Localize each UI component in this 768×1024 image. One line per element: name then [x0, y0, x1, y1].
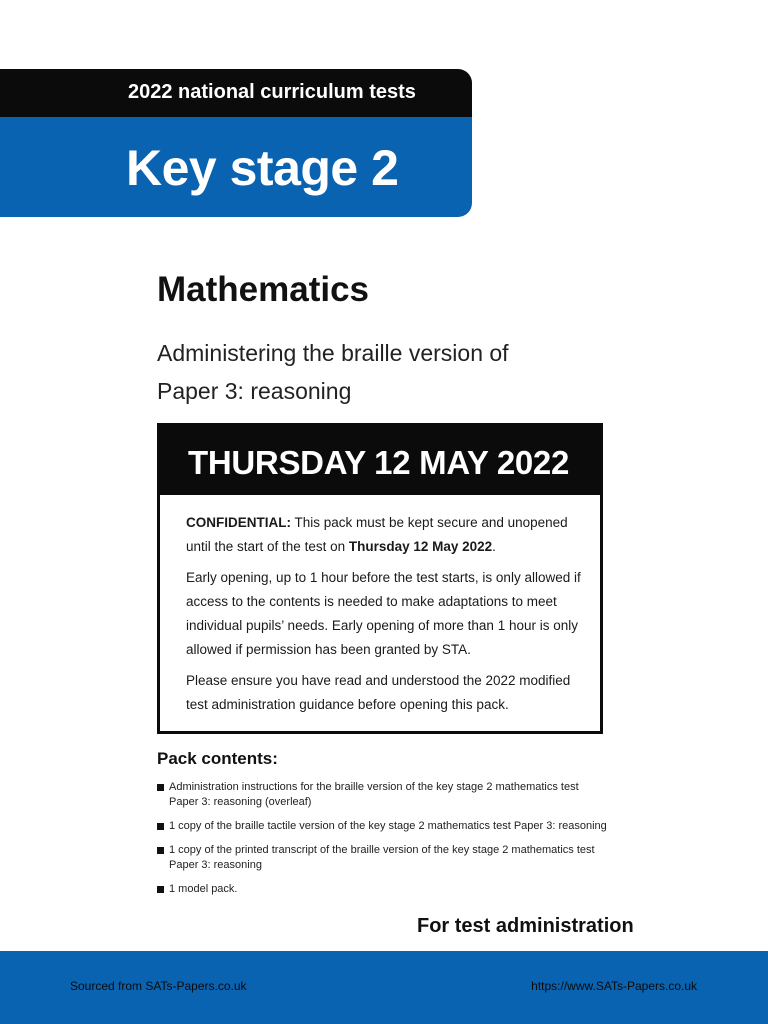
square-bullet-icon	[157, 847, 164, 854]
list-item-text: 1 copy of the braille tactile version of the key stage 2 mathematics test Paper 3: reasoning	[169, 820, 607, 832]
test-date: THURSDAY 12 MAY 2022	[160, 426, 600, 495]
confidential-end: .	[492, 539, 496, 554]
square-bullet-icon	[157, 823, 164, 830]
list-item-text: 1 model pack.	[169, 883, 238, 895]
banner-series-title: 2022 national curriculum tests	[0, 69, 472, 117]
list-item	[157, 843, 607, 873]
square-bullet-icon	[157, 784, 164, 791]
pack-contents-list	[157, 780, 607, 906]
subtitle-line-2: Paper 3: reasoning	[157, 378, 352, 404]
confidential-paragraph	[186, 511, 584, 559]
subtitle-line-1: Administering the braille version of	[157, 340, 509, 366]
banner-key-stage: Key stage 2	[0, 117, 472, 217]
list-item	[157, 819, 607, 834]
guidance-paragraph: Please ensure you have read and understood the 2022 modified test administration guidance before opening this pack.	[186, 673, 571, 712]
confidential-notice	[160, 495, 600, 717]
early-opening-paragraph: Early opening, up to 1 hour before the test starts, is only allowed if access to the contents is needed to make adaptations to meet individual pupils’ needs. Early opening of more than 1 hour is only allowed if permission has been granted by STA.	[186, 570, 581, 657]
footer-url-link[interactable]: https://www.SATs-Papers.co.uk	[531, 979, 697, 993]
confidential-date: Thursday 12 May 2022	[348, 539, 493, 554]
footer-bar	[0, 951, 768, 1024]
list-item-text: Administration instructions for the braille version of the key stage 2 mathematics test Paper 3: reasoning (overleaf)	[169, 781, 579, 808]
confidential-text: This pack must be kept secure and unopened until the start of the test on	[186, 515, 568, 554]
confidential-label: CONFIDENTIAL:	[186, 515, 291, 530]
test-date-box	[157, 423, 603, 734]
footer-source-text: Sourced from SATs-Papers.co.uk	[70, 979, 247, 993]
list-item	[157, 882, 607, 897]
paper-subtitle	[157, 334, 509, 410]
list-item	[157, 780, 607, 810]
pack-contents-title: Pack contents:	[157, 749, 278, 768]
title-banner	[0, 69, 472, 217]
for-test-administration: For test administration	[417, 915, 634, 937]
subject-title: Mathematics	[157, 270, 370, 309]
list-item-text: 1 copy of the printed transcript of the braille version of the key stage 2 mathematics test Paper 3: reasoning	[169, 844, 595, 871]
square-bullet-icon	[157, 886, 164, 893]
